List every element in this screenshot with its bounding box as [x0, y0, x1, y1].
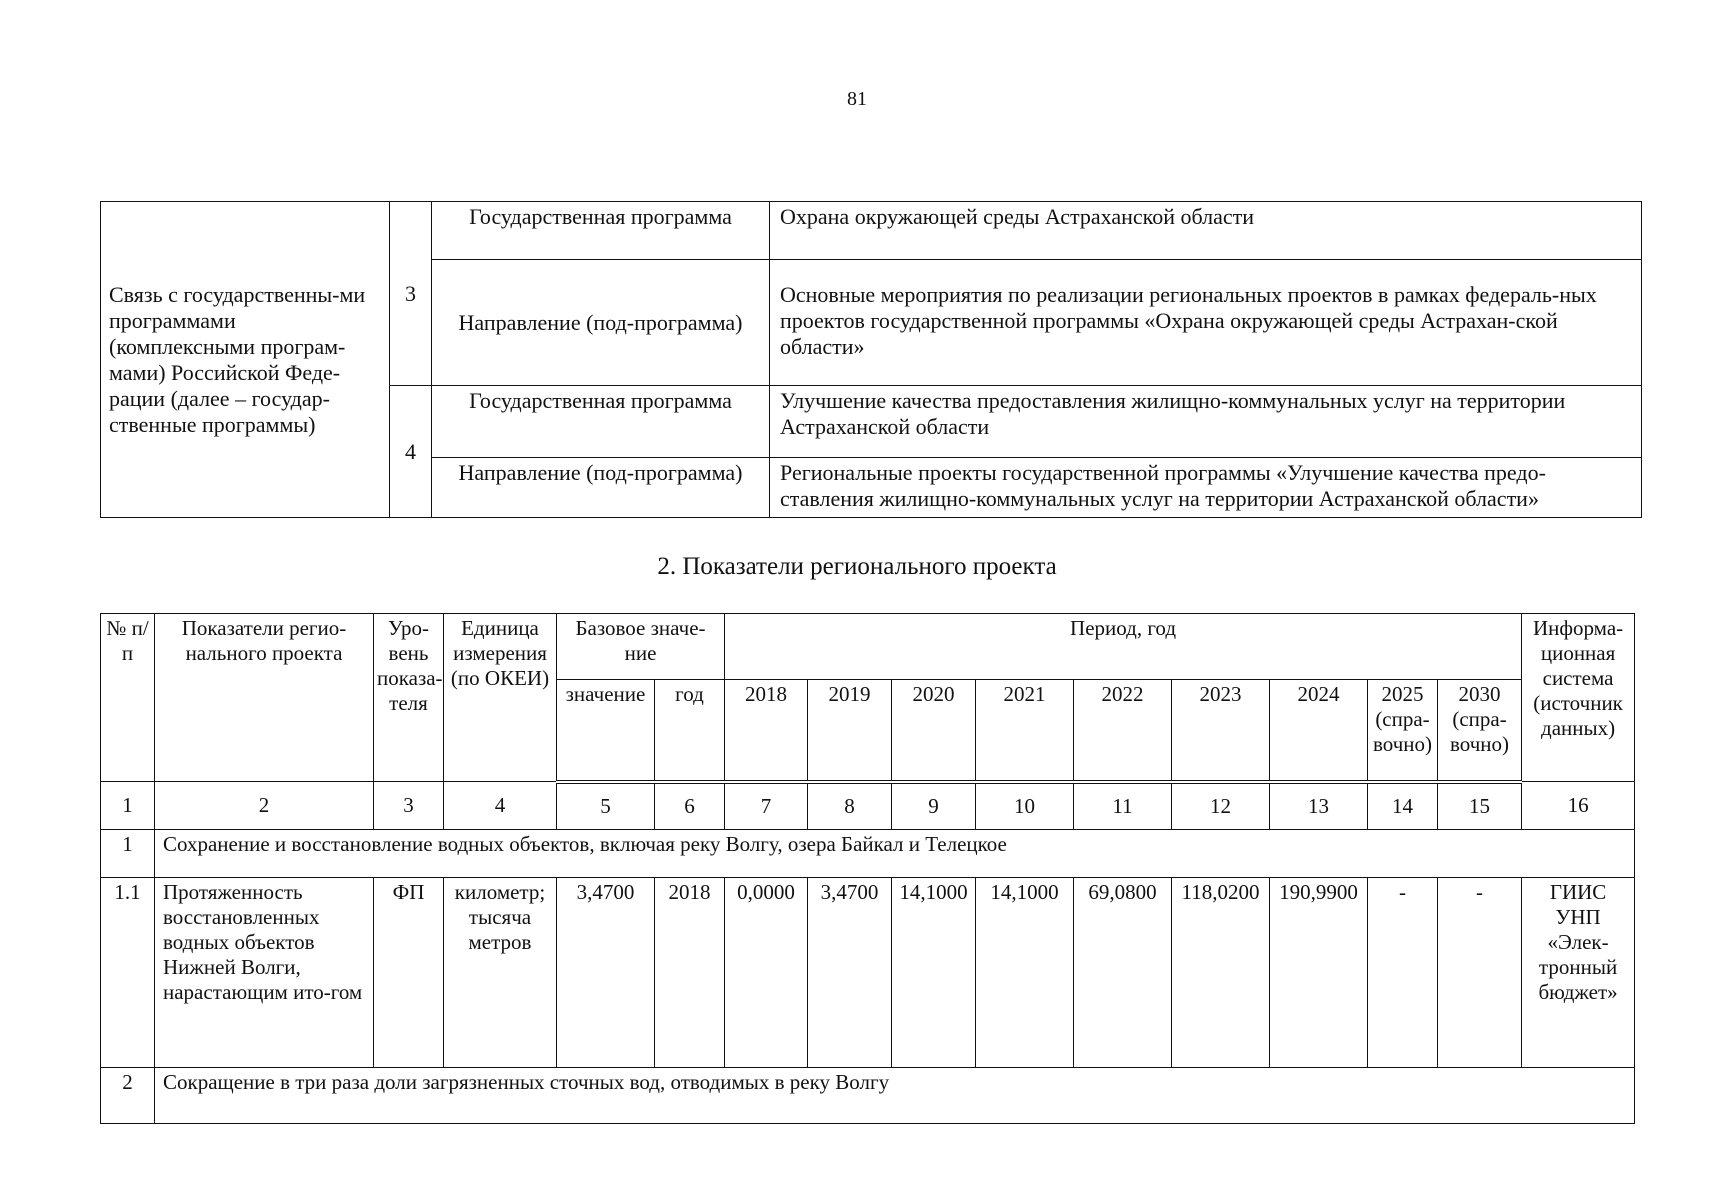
- header-num: № п/п: [101, 614, 155, 782]
- column-number: 9: [892, 782, 976, 830]
- indicator-name: Протяженность восстановленных водных объектов Нижней Волги, нарастающим ито-гом: [155, 878, 374, 1068]
- column-number: 2: [155, 782, 374, 830]
- header-info: Информа-ционная система (источник данных): [1522, 614, 1635, 782]
- row-value: Региональные проекты государственной программы «Улучшение качества предо-ставления жилищно-коммунальных услуг на территории Астраханской области»: [770, 458, 1642, 518]
- header-year: 2018: [725, 680, 808, 782]
- row-value: Улучшение качества предоставления жилищно-коммунальных услуг на территории Астраханской области: [770, 386, 1642, 458]
- header-year: 2022: [1074, 680, 1172, 782]
- header-base-value: значение: [557, 680, 655, 782]
- program-links-table: [100, 201, 1642, 518]
- column-number: 6: [655, 782, 725, 830]
- header-base: Базовое значе-ние: [557, 614, 725, 680]
- indicator-unit: километр; тысяча метров: [444, 878, 557, 1068]
- section-title-cell: Сокращение в три раза доли загрязненных сточных вод, отводимых в реку Волгу: [155, 1068, 1635, 1124]
- column-number: 13: [1270, 782, 1368, 830]
- table-row: [101, 878, 1635, 1068]
- column-number: 8: [808, 782, 892, 830]
- info-system: ГИИС УНП «Элек-тронный бюджет»: [1522, 878, 1635, 1068]
- indicators-table: [100, 613, 1635, 1124]
- row-value: Охрана окружающей среды Астраханской области: [770, 202, 1642, 260]
- header-base-year: год: [655, 680, 725, 782]
- value-2025: -: [1368, 878, 1438, 1068]
- base-value: 3,4700: [557, 878, 655, 1068]
- value-2021: 14,1000: [976, 878, 1074, 1068]
- base-year: 2018: [655, 878, 725, 1068]
- indicator-level: ФП: [374, 878, 444, 1068]
- column-number: 5: [557, 782, 655, 830]
- header-period: Период, год: [725, 614, 1522, 680]
- value-2019: 3,4700: [808, 878, 892, 1068]
- section-num: 1: [101, 830, 155, 878]
- group-number: 3: [390, 202, 432, 386]
- column-number: 16: [1522, 782, 1635, 830]
- column-number: 3: [374, 782, 444, 830]
- header-unit: Единица измерения (по ОКЕИ): [444, 614, 557, 782]
- header-year: 2030 (спра-вочно): [1438, 680, 1522, 782]
- row-num: 1.1: [101, 878, 155, 1068]
- row-type: Государственная программа: [432, 202, 770, 260]
- value-2022: 69,0800: [1074, 878, 1172, 1068]
- column-number: 11: [1074, 782, 1172, 830]
- column-number: 14: [1368, 782, 1438, 830]
- header-level: Уро-вень показа-теля: [374, 614, 444, 782]
- row-type: Направление (под-программа): [432, 260, 770, 386]
- column-number: 4: [444, 782, 557, 830]
- column-number: 7: [725, 782, 808, 830]
- value-2020: 14,1000: [892, 878, 976, 1068]
- value-2030: -: [1438, 878, 1522, 1068]
- header-year: 2024: [1270, 680, 1368, 782]
- section-num: 2: [101, 1068, 155, 1124]
- header-year: 2021: [976, 680, 1074, 782]
- header-year: 2020: [892, 680, 976, 782]
- row-type: Государственная программа: [432, 386, 770, 458]
- value-2023: 118,0200: [1172, 878, 1270, 1068]
- column-number: 10: [976, 782, 1074, 830]
- value-2018: 0,0000: [725, 878, 808, 1068]
- page-number: 81: [847, 88, 867, 110]
- header-year: 2023: [1172, 680, 1270, 782]
- header-year: 2025 (спра-вочно): [1368, 680, 1438, 782]
- column-number: 1: [101, 782, 155, 830]
- section-title-cell: Сохранение и восстановление водных объектов, включая реку Волгу, озера Байкал и Телецкое: [155, 830, 1635, 878]
- group-number: 4: [390, 386, 432, 518]
- header-name: Показатели регио-нального проекта: [155, 614, 374, 782]
- column-number: 12: [1172, 782, 1270, 830]
- row-type: Направление (под-программа): [432, 458, 770, 518]
- value-2024: 190,9900: [1270, 878, 1368, 1068]
- header-year: 2019: [808, 680, 892, 782]
- row-value: Основные мероприятия по реализации региональных проектов в рамках федераль-ных проектов государственной программы «Охрана окружающей среды Астрахан-ской области»: [770, 260, 1642, 386]
- program-links-label: Связь с государственны-ми программами (комплексными програм-мами) Российской Феде-рации (далее – государ-ственные программы): [101, 202, 390, 518]
- column-number: 15: [1438, 782, 1522, 830]
- section-title: 2. Показатели регионального проекта: [657, 553, 1057, 580]
